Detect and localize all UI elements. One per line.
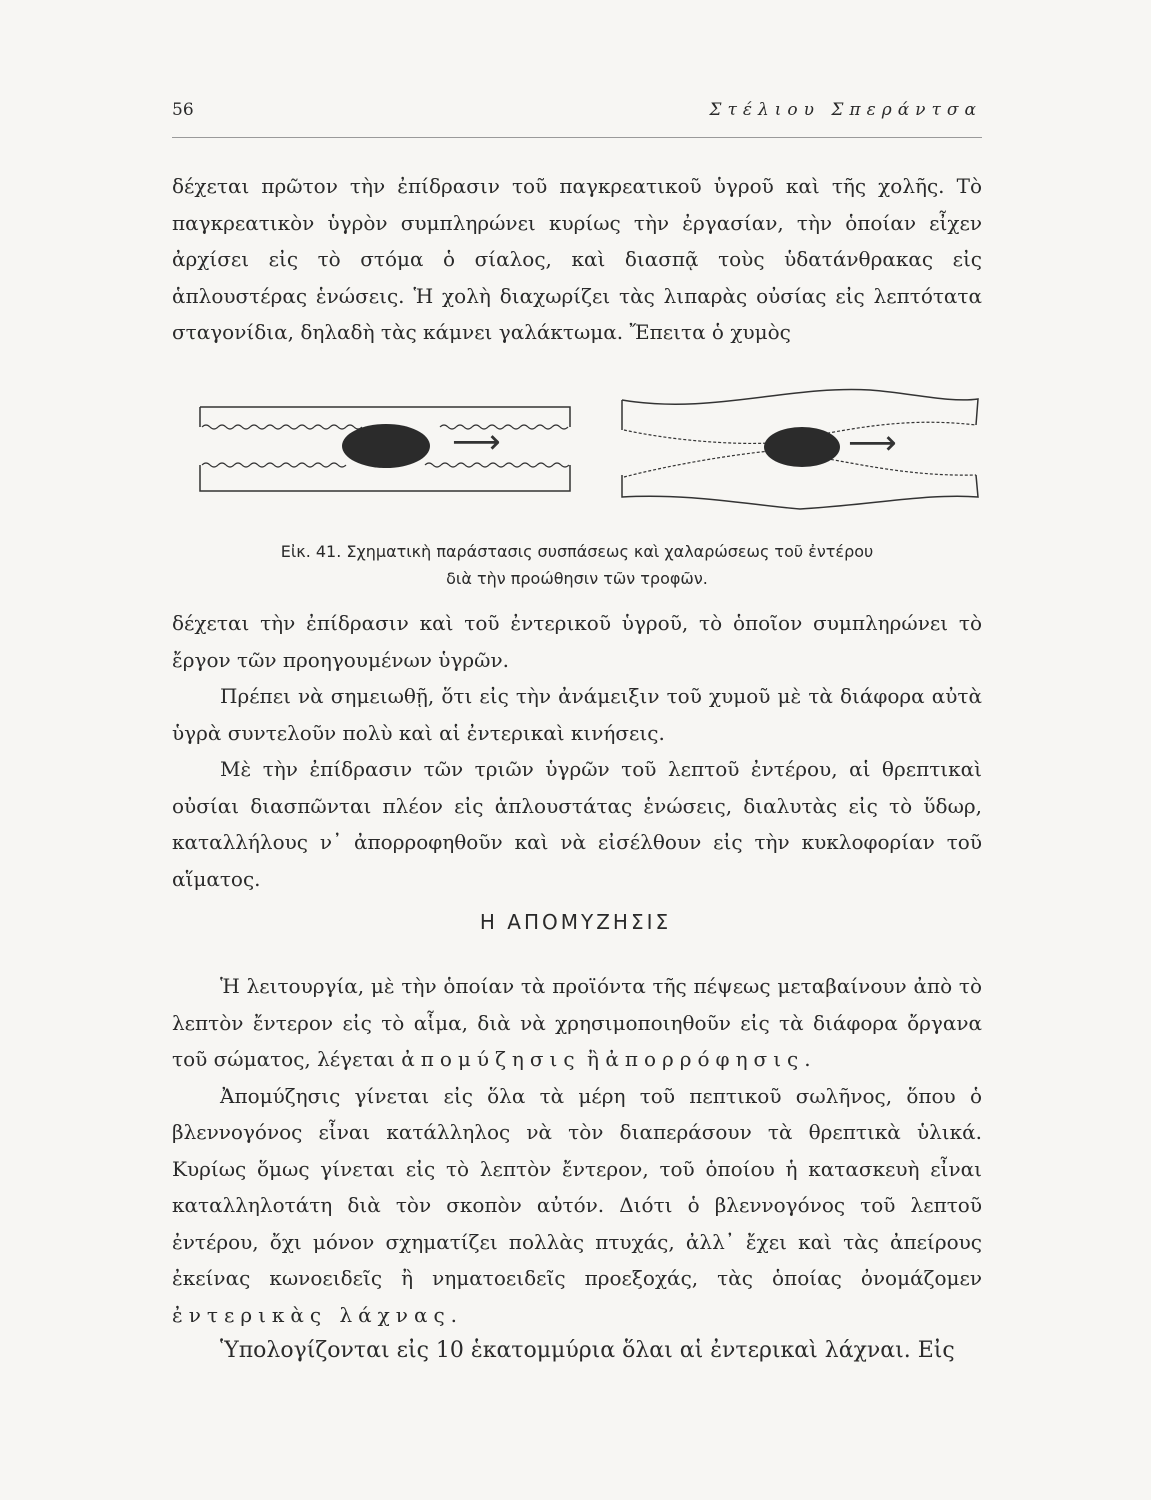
wave-tube-outer-bottom — [622, 475, 978, 509]
section-text-block — [172, 968, 982, 1370]
arrow-right: ⟶ — [848, 423, 897, 463]
section-paragraph-1 — [172, 968, 982, 1078]
paragraph-1: δέχεται τὴν ἐπίδρασιν καὶ τοῦ ἐντερικοῦ ὑγροῦ, τὸ ὁποῖον συμπληρώνει τὸ ἔργον τῶν προηγουμένων ὑγρῶν. — [172, 611, 982, 672]
figure-intestine-peristalsis — [190, 385, 990, 515]
paragraph-continuation: δέχεται πρῶτον τὴν ἐπίδρασιν τοῦ παγκρεατικοῦ ὑγροῦ καὶ τῆς χολῆς. Τὸ παγκρεατικὸν ὑγρὸν συμπληρώνει κυρίως τὴν ἐργασίαν, τὴν ὁποίαν εἶχεν ἀρχίσει εἰς τὸ στόμα ὁ σίαλος, καὶ διασπᾷ τοὺς ὑδατάνθρακας εἰς ἁπλουστέρας ἑνώσεις. Ἡ χολὴ διαχωρίζει τὰς λιπαρὰς οὐσίας εἰς λεπτότατα σταγονίδια, δηλαδὴ τὰς κάμνει γαλάκτωμα. Ἔπειτα ὁ χυμὸς — [172, 174, 982, 344]
page-header — [172, 100, 982, 120]
section-p1-end: . — [804, 1047, 811, 1071]
term-apomyzisis: ἀπομύζησις — [401, 1047, 581, 1071]
arrow-left: ⟶ — [452, 422, 501, 462]
figure-caption — [172, 538, 982, 592]
text-block-after-figure — [172, 605, 982, 897]
term-enterikes-lachnes: ἐντερικὰς λάχνας — [172, 1302, 451, 1327]
term-aporrofisis: ἀπορρόφησις — [605, 1047, 805, 1071]
tube-outer-bottom — [200, 465, 570, 491]
peristalsis-tube-diagram — [622, 389, 978, 509]
top-text-block — [172, 168, 982, 351]
food-bolus-left — [342, 424, 430, 468]
section-paragraph-2 — [172, 1078, 982, 1334]
running-title: Στέλιου Σπεράντσα — [709, 100, 982, 120]
section-paragraph-3: Ὑπολογίζονται εἰς 10 ἑκατομμύρια ὅλαι αἱ ἐντερικαὶ λάχναι. Εἰς — [220, 1338, 955, 1363]
wave-tube-outer-top — [622, 389, 978, 425]
section-p2-text: Ἀπομύζησις γίνεται εἰς ὅλα τὰ μέρη τοῦ πεπτικοῦ σωλῆνος, ὅπου ὁ βλεννογόνος εἶναι κατάλληλος νὰ τὸν διαπεράσουν τὰ θρεπτικὰ ὑλικά. Κυρίως ὅμως γίνεται εἰς τὸ λεπτὸν ἔντερον, τοῦ ὁποίου ἡ κατασκευὴ εἶναι καταλληλοτάτη διὰ τὸν σκοπὸν αὐτόν. Διότι ὁ βλεννογόνος τοῦ λεπτοῦ ἐντέρου, ὄχι μόνον σχηματίζει πολλὰς πτυχάς, ἀλλ᾽ ἔχει καὶ τὰς ἀπείρους ἐκείνας κωνοειδεῖς ἢ νηματοειδεῖς προεξοχάς, τὰς ὁποίας ὀνομάζομεν — [172, 1083, 982, 1290]
section-p1-text: Ἡ λειτουργία, μὲ τὴν ὁποίαν τὰ προϊόντα τῆς πέψεως μεταβαίνουν ἀπὸ τὸ λεπτὸν ἔντερον εἰς τὸ αἷμα, διὰ νὰ χρησιμοποιηθοῦν εἰς τὰ διάφορα ὄργανα τοῦ σώματος, λέγεται — [172, 974, 982, 1071]
section-p1-or: ἢ — [580, 1047, 606, 1071]
header-rule — [172, 137, 982, 138]
caption-line-2: διὰ τὴν προώθησιν τῶν τροφῶν. — [446, 569, 708, 588]
section-p2-end: . — [450, 1302, 458, 1327]
tube-outer-top — [200, 407, 570, 427]
caption-line-1: Εἰκ. 41. Σχηματικὴ παράστασις συσπάσεως καὶ χαλαρώσεως τοῦ ἐντέρου — [280, 542, 874, 561]
straight-tube-diagram — [200, 407, 570, 491]
page-number: 56 — [172, 100, 194, 120]
section-title: Η ΑΠΟΜΥΖΗΣΙΣ — [479, 910, 672, 934]
paragraph-2: Πρέπει νὰ σημειωθῇ, ὅτι εἰς τὴν ἀνάμειξιν τοῦ χυμοῦ μὲ τὰ διάφορα αὐτὰ ὑγρὰ συντελοῦν πολὺ καὶ αἱ ἐντερικαὶ κινήσεις. — [172, 684, 982, 745]
paragraph-3: Μὲ τὴν ἐπίδρασιν τῶν τριῶν ὑγρῶν τοῦ λεπτοῦ ἐντέρου, αἱ θρεπτικαὶ οὐσίαι διασπῶνται πλέον εἰς ἁπλουστάτας ἑνώσεις, διαλυτὰς εἰς τὸ ὕδωρ, καταλλήλους ν᾽ ἀπορροφηθοῦν καὶ νὰ εἰσέλθουν εἰς τὴν κυκλοφορίαν τοῦ αἵματος. — [172, 757, 982, 891]
food-bolus-right — [764, 427, 840, 467]
